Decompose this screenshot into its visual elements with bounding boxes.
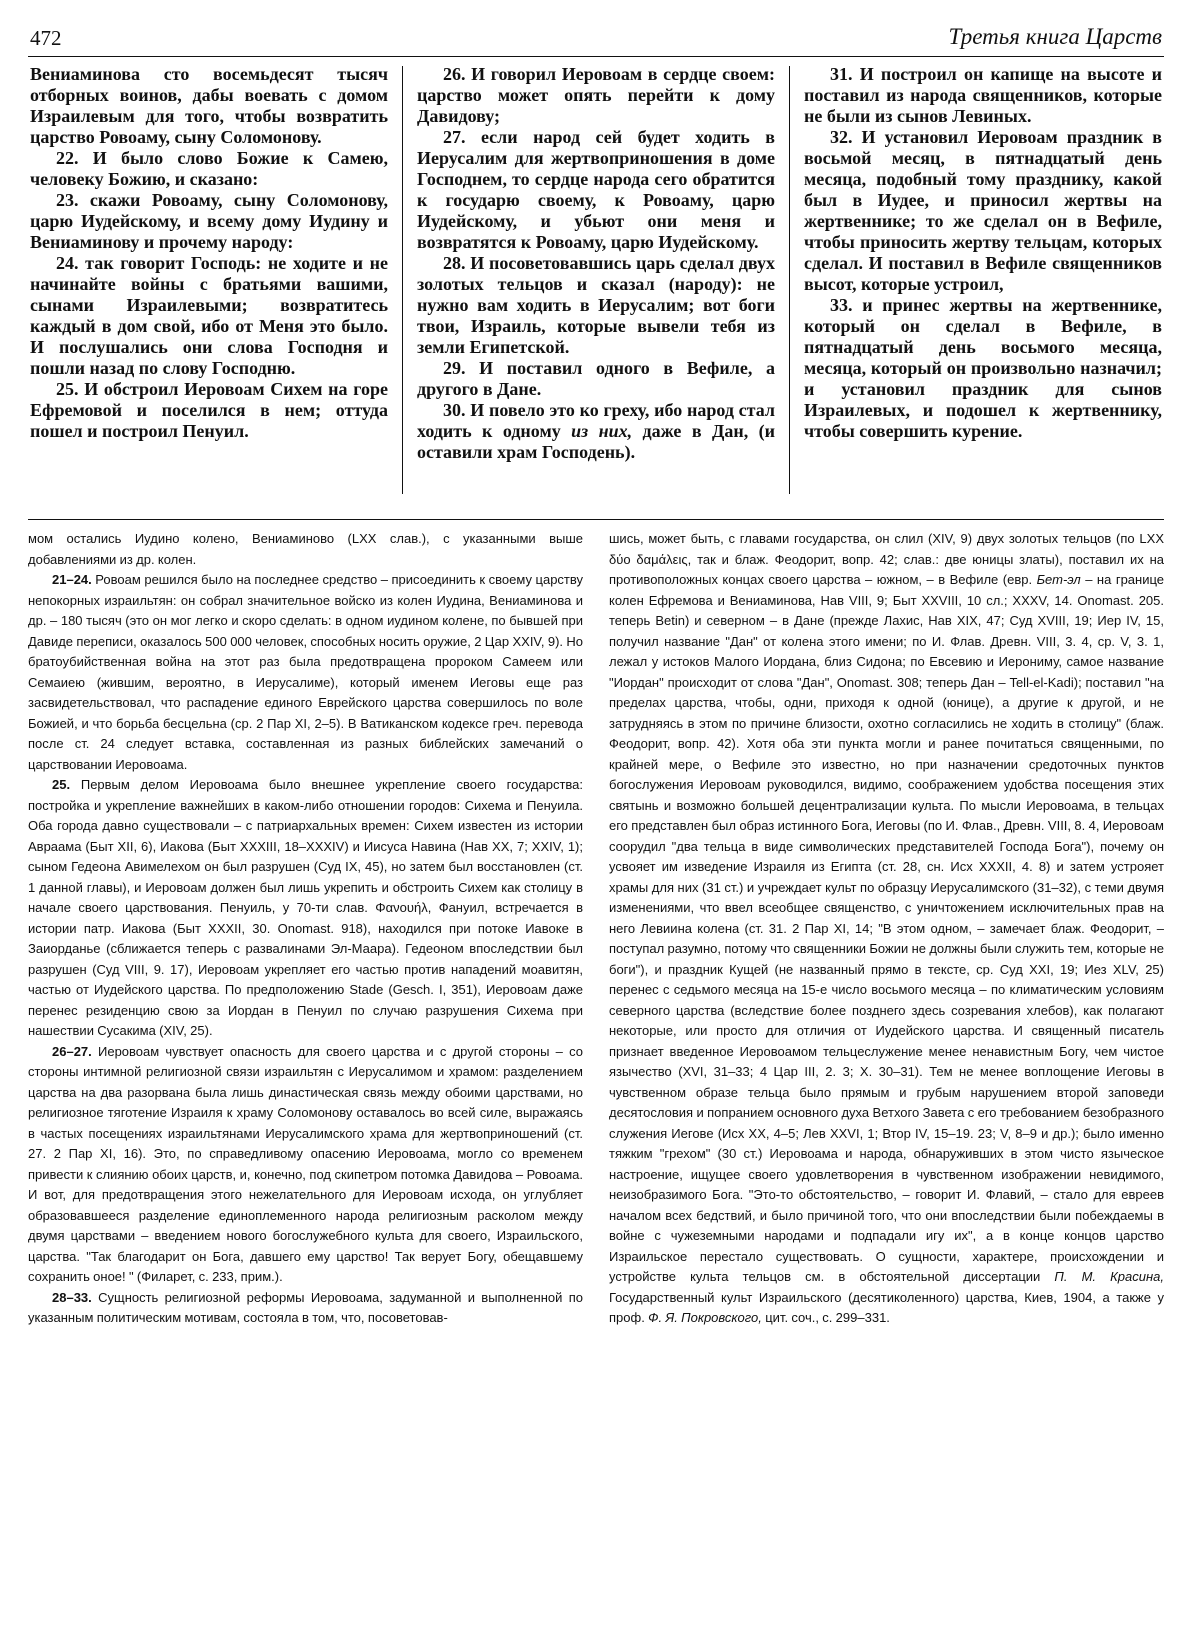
- scripture-column-2: [403, 64, 789, 504]
- commentary-paragraph-21-24: [28, 570, 583, 775]
- verse-30: [417, 400, 775, 463]
- commentary: [28, 529, 1164, 1619]
- commentary-text: Государственный культ Израильского (десятиколенного) царства, Киев, 1904, а также у проф.: [609, 1289, 1164, 1325]
- verse-22: 22. И было слово Божие к Самею, человеку Божию, и сказано:: [30, 148, 388, 189]
- commentary-paragraph-28-33: [28, 1288, 583, 1329]
- commentary-column-left: [28, 529, 583, 1619]
- verse-24: 24. так говорит Господь: не ходите и не начинайте войны с братьями вашими, сынами Израилевыми; возвратитесь каждый в дом свой, ибо от Меня это было. И послушались они слова Господня и пошли назад по слову Господню.: [30, 253, 388, 378]
- verse-27: 27. если народ сей будет ходить в Иерусалим для жертвоприношения в доме Господнем, то сердце народа сего обратится к государю своему, к Ровоаму, царю Иудейскому, и убьют они меня и возвратятся к Ровоаму, царю Иудейскому.: [417, 127, 775, 252]
- verse-reference: 21–24.: [52, 572, 92, 587]
- verse-25: 25. И обстроил Иеровоам Сихем на горе Ефремовой и поселился в нем; оттуда пошел и построил Пенуил.: [30, 379, 388, 441]
- commentary-text: Иеровоам чувствует опасность для своего царства и с другой стороны – со стороны интимной религиозной связи израильтян с Иерусалимом и храмом: разделением царства на два разорвана была лишь династическая связь между обоими царствами, но религиозное тяготение Израиля к храму Соломонову оставалось во всей силе, выражаясь в частых посещениях израильтянами Иерусалимского храма для жертвоприношений (ст. 27. 2 Пар XI, 16). Это, по справедливому опасению Иеровоама, могло со временем привести к слиянию обоих царств, и, конечно, под скипетром потомка Давидова – Ровоама. И вот, для предотвращения этого нежелательного для Иеровоам исхода, он углубляет образовавшееся разделение единоплеменного народа религиозным расколом между двумя царствами – введением нового богослужебного культа для своего, Израильского, царства. "Так благодарит он Бога, давшего ему царство! Так верует Богу, обещавшему сохранить оное! " (Филарет, с. 233, прим.).: [28, 1043, 583, 1284]
- commentary-paragraph-25: [28, 775, 583, 1042]
- commentary-text: Первым делом Иеровоама было внешнее укрепление своего государства: постройка и укрепление важнейших в каком-либо отношении городов: Сихема и Пенуила. Оба города давно существовали – с патриархальных времен: Сихем известен из истории Авраама (Быт XII, 6), Иакова (Быт XXXIII, 18–XXXIV) и Иисуса Навина (Нав XX, 7; XXIV, 1); сыном Гедеона Авимелехом он был разрушен (Суд IX, 45), но затем был восстановлен (ст. 1 данной главы), и Иеровоам должен был лишь укрепить и обстроить Сихем как столицу в начале своего царствования. Пенуиль, у 70-ти слав. Φανουήλ, Фануил, встречается в истории патр. Иакова (Быт XXXII, 30. Onomast. 918), находился при потоке Иавоке в Заиорданье (сближается теперь с развалинами Эл-Маара). Гедеоном впоследствии был разрушен (Суд VIII, 9. 17), Иеровоам укрепляет его частью против нападений моавитян, частью от Иудейского царства. По предположению Stade (Gesch. I, 351), Иеровоам даже перенес резиденцию свою за Иордан в Пенуил по случаю разрушения Сихема при нашествии Сусакима (XIV, 25).: [28, 777, 583, 1038]
- commentary-text: Сущность религиозной реформы Иеровоама, задуманной и выполненной по указанным политическим мотивам, состояла в том, что, посоветовав-: [28, 1289, 583, 1325]
- verse-30-text: 30. И повело это ко греху, ибо народ стал ходить к одному: [417, 400, 775, 441]
- verse-reference: 25.: [52, 777, 71, 792]
- page-number: 472: [30, 26, 62, 50]
- commentary-paragraph: мом остались Иудино колено, Вениаминово (LXX слав.), с указанными выше добавлениями из др. колен.: [28, 531, 583, 567]
- page-header: [28, 22, 1164, 57]
- author-name: Ф. Я. Покровского,: [648, 1310, 762, 1325]
- verse-26: 26. И говорил Иеровоам в сердце своем: царство может опять перейти к дому Давидову;: [417, 64, 775, 126]
- author-name: П. М. Красина,: [1054, 1269, 1164, 1284]
- verse-reference: 26–27.: [52, 1043, 92, 1059]
- section-divider: [28, 519, 1164, 520]
- verse-paragraph: Вениаминова сто восемьдесят тысяч отборных воинов, дабы воевать с домом Израилевым для того, чтобы возвратить царство Ровоаму, сыну Соломонову.: [30, 64, 388, 147]
- running-title: Третья книга Царств: [948, 24, 1162, 49]
- verse-33: 33. и принес жертвы на жертвеннике, который он сделал в Вефиле, в пятнадцатый день восьмого месяца, месяца, который он произвольно назначил; и установил праздник для сынов Израилевых, и подошел к жертвеннику, чтобы совершить курение.: [804, 295, 1162, 441]
- commentary-text: Ровоам решился было на последнее средство – присоединить к своему царству непокорных израильтян: он собрал значительное войско из колен Иудина, Вениаминова и др. – 180 тысяч (это он мог легко и скоро сделать: в одном иудином колене, по бывшей при Давиде переписи, оказалось 500 000 человек, способных носить оружие, 2 Цар XXIV, 9). Но братоубийственная война на этот раз была предотвращена пророком Самеем или Семаиею (жившим, вероятно, в Иерусалиме), который именем Иеговы еще раз засвидетельствовал, что распадение единого Еврейского царства совершилось по воле Божией, и что борьба бесцельна (ср. 2 Пар XI, 2–5). В Ватиканском кодексе греч. перевода после ст. 24 следует вставка, составленная из разных библейских замечаний о царствовании Иеровоама.: [28, 572, 583, 772]
- scripture-column-3: [790, 64, 1164, 504]
- verse-30-italic: из них,: [571, 421, 633, 441]
- verse-reference: 28–33.: [52, 1289, 92, 1305]
- verse-30-text-end: даже в Дан, (и оставили храм Господень).: [417, 421, 775, 462]
- verse-28: 28. И посоветовавшись царь сделал двух золотых тельцов и сказал (народу): не нужно вам ходить в Иерусалим; вот боги твои, Израиль, которые вывели тебя из земли Египетской.: [417, 253, 775, 357]
- commentary-text: шись, может быть, с главами государства, он слил (XIV, 9) двух золотых тельцов (по LXX δύο δαμάλεις, так и блаж. Феодорит, вопр. 42; слав.: две юницы златы), поставил их на противоположных концах своего царства – южном, – в Вефиле (евр.: [609, 531, 1164, 587]
- commentary-paragraph-26-27: [28, 1042, 583, 1288]
- commentary-text: – на границе колен Ефремова и Вениаминова, Нав VIII, 9; Быт XXVIII, 10 сл.; XXXV, 14. Onomast. 205. теперь Betin) и северном – в Дане (прежде Лахис, Нав XIX, 47; Суд XVIII, 19; Иер IV, 15, получил название "Дан" от колена этого имени; по И. Флав. Древн. VIII, 3. 4, ср. V, 3. 1, лежал у истоков Малого Иордана, близ Сидона; по Евсевию и Иерониму, самое название "Иордан" происходит от слова "Дан", Onomast. 308; теперь Дан – Tell-el-Kadi); поставил "на пределах царства, чтобы, одни, приходя к одной (юнице), а другие к другой, и не затрудняясь в этом по причине близости, охотно согласились не ходить в столицу" (блаж. Феодорит, вопр. 42). Хотя оба эти пункта могли и ранее почитаться священными, по крайней мере, о Вефиле это известно, но при назначении средоточных пунктов богослужения Иеровоам руководился, видимо, соображением удобства посещения этих святынь и возможно большей децентрализации культа. По мысли Иеровоама, в тельцах его представлен был образ истинного Бога, Иеговы (по И. Флав., Древн. VIII, 8. 4, Иеровоам соорудил "два тельца в виде символических представителей Господа Бога"), почему он усвояет им изведение Израиля из Египта (ст. 28, сн. Исх XXXII, 4. 8) и затем устрояет храмы для них (31 ст.) и учреждает культ по образцу Иерусалимского (31–32), с теми двумя изменениями, что ввел всеобщее священство, с уничтожением исключительных прав на него Левиина колена (ст. 31. 2 Пар XI, 14; "В этом одном, – замечает блаж. Феодорит, – поступал разумно, потому что священники Божии не должны были служить тем, которые не боги"), и праздник Кущей (не названный прямо в тексте, ср. Суд XXI, 19; Иез XLV, 25) перенес с седьмого месяца на 15-е число восьмого месяца – по климатическим условиям северного царства (вследствие более позднего здесь созревания хлебов), как полагают некоторые, или просто для отличия от Иудейского царства. И священный писатель признает введенное Иеровоамом тельцеслужение менее ненавистным Богу, чем чистое язычество (XVI, 31–33; 4 Цар III, 2. 3; X. 30–31). Тем не менее воплощение Иеговы в чувственном образе тельца было прямым и грубым нарушением второй заповеди десятословия и попранием основного духа Ветхого Завета с его требованием безобразного служения Иегове (Исх XX, 4–5; Лев XXVI, 1; Втор IV, 15–19. 23; V, 8–9 и др.); было именно тяжким "грехом" (30 ст.) Иеровоама и народа, обнаруживших в этом чисто языческое настроение, ищущее своего удовлетворения в чувственном изображении невидимого, неизобразимого Бога. "Это-то обстоятельство, – говорит И. Флавий, – стало для евреев началом всех бедствий, и было причиной того, что они впоследствии были побеждаемы в войне с чужеземными народами и подпадали игу их", а в конце концов царство Израильское перестало существовать. О сущности, характере, происхождении и устройстве культа тельцов см. в обстоятельной диссертации: [609, 572, 1164, 1284]
- verse-32: 32. И установил Иеровоам праздник в восьмой месяц, в пятнадцатый день месяца, подобный тому празднику, какой был в Иудее, и приносил жертвы на жертвеннике; то же сделал он в Вефиле, чтобы приносить жертву тельцам, которых сделал. И поставил в Вефиле священников высот, которые устроил,: [804, 127, 1162, 294]
- verse-29: 29. И поставил одного в Вефиле, а другого в Дане.: [417, 358, 775, 399]
- scripture-text: [28, 64, 1164, 504]
- commentary-text: цит. соч., с. 299–331.: [761, 1310, 890, 1325]
- verse-23: 23. скажи Ровоаму, сыну Соломонову, царю Иудейскому, и всему дому Иудину и Вениаминову и прочему народу:: [30, 190, 388, 252]
- commentary-italic: Бет-эл: [1036, 572, 1081, 587]
- verse-31: 31. И построил он капище на высоте и поставил из народа священников, которые не были из сынов Левиных.: [804, 64, 1162, 126]
- commentary-paragraph-continued: [609, 529, 1164, 1329]
- commentary-column-right: [609, 529, 1164, 1619]
- scripture-column-1: [28, 64, 402, 504]
